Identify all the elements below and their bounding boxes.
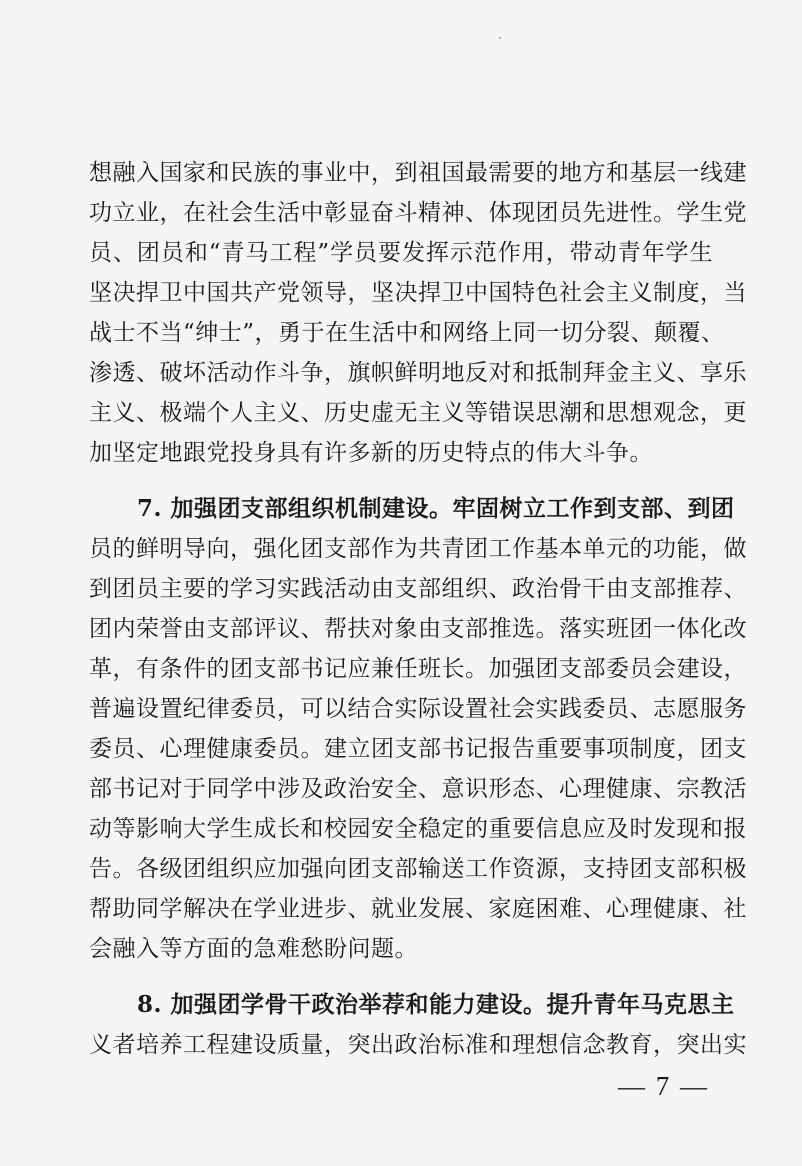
text-line: 会融入等方面的急难愁盼问题。 bbox=[89, 936, 418, 962]
text-line: 部书记对于同学中涉及政治安全、意识形态、心理健康、宗教活 bbox=[89, 776, 747, 802]
text-line: 帮助同学解决在学业进步、就业发展、家庭困难、心理健康、社 bbox=[89, 896, 747, 922]
text-line: 普遍设置纪律委员，可以结合实际设置社会实践委员、志愿服务 bbox=[89, 696, 747, 722]
text-line: 加坚定地跟党投身具有许多新的历史特点的伟大斗争。 bbox=[89, 440, 653, 466]
text-line: 战士不当“绅士”，勇于在生活中和网络上同一切分裂、颠覆、 bbox=[89, 320, 725, 346]
text-line: 告。各级团组织应加强向团支部输送工作资源，支持团支部积极 bbox=[89, 856, 747, 882]
section-heading-8: 8. 加强团学骨干政治举荐和能力建设。提升青年马克思主 bbox=[137, 991, 735, 1018]
text-line: 委员、心理健康委员。建立团支部书记报告重要事项制度，团支 bbox=[89, 736, 747, 762]
text-line: 义者培养工程建设质量，突出政治标准和理想信念教育，突出实 bbox=[89, 1032, 747, 1058]
text-line: 想融入国家和民族的事业中，到祖国最需要的地方和基层一线建 bbox=[89, 160, 747, 186]
text-line: 功立业，在社会生活中彰显奋斗精神、体现团员先进性。学生党 bbox=[89, 200, 747, 226]
text-line: 渗透、破坏活动作斗争，旗帜鲜明地反对和抵制拜金主义、享乐 bbox=[89, 360, 747, 386]
page-number: — 7 — bbox=[618, 1071, 709, 1101]
text-line: 主义、极端个人主义、历史虚无主义等错误思潮和思想观念，更 bbox=[89, 400, 747, 426]
text-line: 坚决捍卫中国共产党领导，坚决捍卫中国特色社会主义制度，当 bbox=[89, 280, 747, 306]
text-line: 动等影响大学生成长和校园安全稳定的重要信息应及时发现和报 bbox=[89, 816, 747, 842]
text-line: 员、团员和“青马工程”学员要发挥示范作用，带动青年学生 bbox=[89, 240, 713, 266]
section-heading-7: 7. 加强团支部组织机制建设。牢固树立工作到支部、到团 bbox=[137, 495, 735, 522]
text-line: 革，有条件的团支部书记应兼任班长。加强团支部委员会建设， bbox=[89, 656, 747, 682]
text-line: 员的鲜明导向，强化团支部作为共青团工作基本单元的功能，做 bbox=[89, 536, 747, 562]
scan-speck bbox=[499, 37, 501, 39]
text-line: 到团员主要的学习实践活动由支部组织、政治骨干由支部推荐、 bbox=[89, 576, 747, 602]
text-line: 团内荣誉由支部评议、帮扶对象由支部推选。落实班团一体化改 bbox=[89, 616, 747, 642]
